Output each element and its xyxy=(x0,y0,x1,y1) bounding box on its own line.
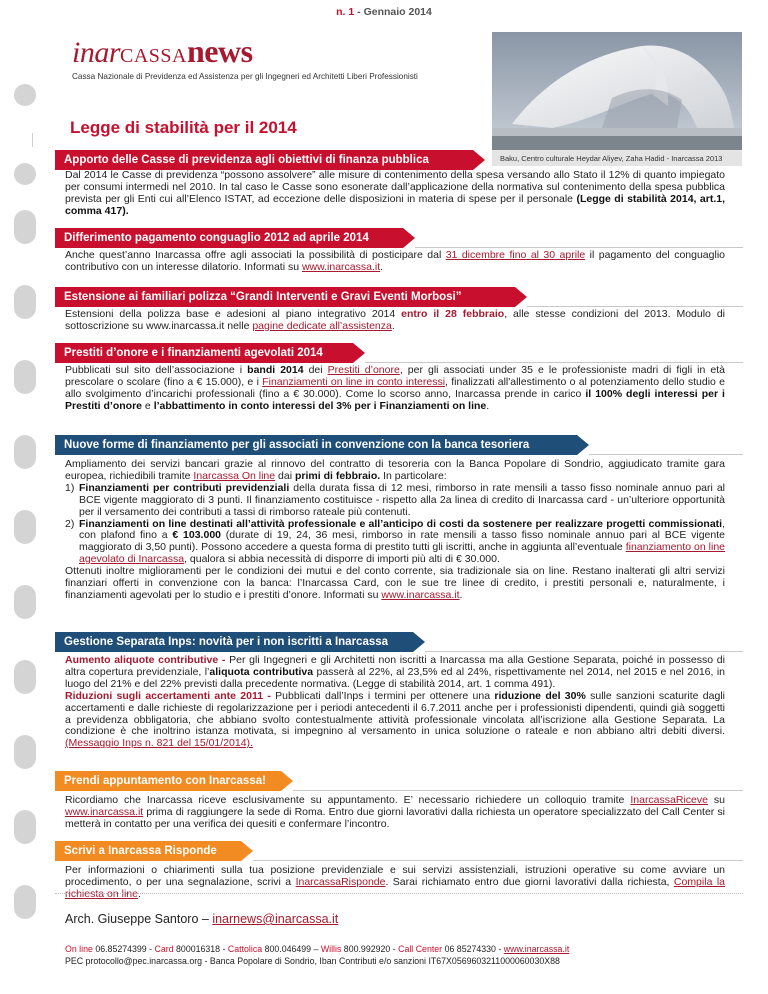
link-inarcassa-risponde[interactable]: InarcassaRisponde xyxy=(295,875,386,888)
binder-hole xyxy=(14,810,36,844)
footer-site-link[interactable]: www.inarcassa.it xyxy=(503,944,570,954)
link-inarcassa-site[interactable]: www.inarcassa.it xyxy=(301,260,381,273)
link-prestiti-onore[interactable]: Prestiti d’onore xyxy=(327,364,400,376)
section-heading-appuntamento: Prendi appuntamento con Inarcassa! xyxy=(55,771,281,791)
binder-hole xyxy=(14,585,36,619)
binder-hole xyxy=(14,435,36,469)
organization-subtitle: Cassa Nazionale di Previdenza ed Assistenza per gli Ingegneri ed Architetti Liberi Professionisti xyxy=(72,72,418,81)
section-text-gestione-separata: Aumento aliquote contributive - Per gli Ingegneri e gli Architetti non iscritti a Inarcassa ma alla Gestione Separata, poiché in possesso di altra copertura previdenziale, l’aliquota contributiva passerà al 22%, al 23,5% ed al 24%, rispettivamente nel 2014, nel 2015 e nel 2016, in luogo del 21% e del 22% previsti dalla precedente normativa. (Legge di stabilità 2014, art. 1 comma 491). Riduzioni sugli accertamenti ante 2011 - Pubblicati dall’Inps i termini per ottenere una riduzione del 30% sulle sanzioni scaturite dagli accertamenti e dalle richieste di regolarizzazione per i periodi antecedenti il 6.7.2011 anche per i professionisti dipendenti, quindi già soggetti a previdenza obbligatoria, che abbiano svolto contestualmente attività professionale vincolata all’iscrizione alla Gestione Separata. La condizione è che inoltrino istanza motivata, si impegnino al versamento in unica soluzione o rateale e non abbiano altri debiti diversi. (Messaggio Inps n. 821 del 15/01/2014). xyxy=(65,654,725,750)
section-rule xyxy=(293,790,743,791)
section-rule xyxy=(425,651,743,652)
binder-hole xyxy=(14,163,36,185)
link-finanziamenti-online[interactable]: Finanziamenti on line in conto interessi xyxy=(262,375,446,388)
list-item: 1) Finanziamenti per contributi previdenziali della durata fissa di 12 mesi, rimborso in rate mensili a tasso fisso nominale annuo pari al BCE vigente maggiorato di 3 punti. Il finanziamento costituisce - rispetto alla 2a linea di credito di Inarcassa card - un’ulteriore opportunità per il versamento dei contributi a tassi di rimborso rateale più contenuti. xyxy=(65,481,725,518)
section-text-appuntamento: Ricordiamo che Inarcassa riceve esclusivamente su appuntamento. E’ necessario richiedere un colloquio tramite InarcassaRiceve su www.inarcassa.it prima di raggiungere la sede di Roma. Entro due giorni lavorativi dalla richiesta un operatore specializzato del Call Center si metterà in contatto per una verifica dei quesiti e confermare l’incontro. xyxy=(65,794,725,830)
link-finanziamento-agevolato[interactable]: finanziamento on line agevolato di Inarcassa xyxy=(79,541,725,566)
section-heading-conguaglio: Differimento pagamento conguaglio 2012 ad aprile 2014 xyxy=(55,228,403,248)
section-rule xyxy=(415,247,743,248)
binder-hole xyxy=(14,660,36,694)
issue-date: - Gennaio 2014 xyxy=(354,6,432,18)
link-inarcassa-riceve[interactable]: InarcassaRiceve xyxy=(630,794,708,806)
binder-hole xyxy=(14,360,36,394)
footer-contacts: On line 06.85274399 - Card 800016318 - Cattolica 800.046499 – Willis 800.992920 - Call Center 06 85274330 - www.inarcassa.it xyxy=(65,944,570,954)
binder-line xyxy=(32,133,33,147)
link-inarcassa-site[interactable]: www.inarcassa.it xyxy=(381,588,460,601)
issue-line xyxy=(0,6,768,18)
link-inarcassa-online[interactable]: Inarcassa On line xyxy=(193,469,276,482)
section-heading-risponde: Scrivi a Inarcassa Risponde xyxy=(55,841,241,861)
section-text-finanza: Dal 2014 le Casse di previdenza “possono assolvere” alle misure di contenimento della spesa versando allo Stato il 12% di quanto impiegato per consumi intermedi nel 2010. In tal caso le Casse sono esonerate dall’applicazione della normativa sul contenimento della spesa pubblica prevista per gli Enti cui all’Elenco ISTAT, ad eccezione delle disposizioni in materia di spese per il personale (Legge di stabilità 2014, art.1, comma 417). xyxy=(65,169,725,217)
binder-hole xyxy=(14,210,36,244)
section-text-conguaglio: Anche quest’anno Inarcassa offre agli associati la possibilità di posticipare dal 31 dicembre fino al 30 aprile il pagamento del conguaglio contributivo con un interesse dilatorio. Informati su www.inarcassa.it. xyxy=(65,249,725,273)
section-rule xyxy=(589,454,743,455)
section-text-risponde: Per informazioni o chiarimenti sulla tua posizione previdenziale e sui servizi assistenziali, istruzioni operative su come avviare un procedimento, o per una segnalazione, scrivi a InarcassaRisponde. Sarai richiamato entro due giorni lavorativi dalla richiesta, Compila la richiesta on line. xyxy=(65,864,725,900)
list-item: 2) Finanziamenti on line destinati all’attività professionale e all’anticipo di costi da sostenere per realizzare progetti commissionati, con plafond fino a € 103.000 (durate di 19, 24, 36 mesi, rimborso in rate mensili a tasso fisso nominale annuo pari al BCE vigente maggiorato di 3,50 punti). Possono accedere a questa forma di prestito tutti gli iscritti, anche in aggiunta all’eventuale finanziamento on line agevolato di Inarcassa, qualora si abbia necessità di disporre di importi più alti di € 30.000. xyxy=(65,517,725,566)
link-messaggio-inps[interactable]: (Messaggio Inps n. 821 del 15/01/2014). xyxy=(65,737,253,750)
section-rule xyxy=(527,306,743,307)
signature: Arch. Giuseppe Santoro – inarnews@inarcassa.it xyxy=(65,912,339,926)
section-heading-polizza: Estensione ai familiari polizza “Grandi Interventi e Gravi Eventi Morbosi” xyxy=(55,287,515,307)
cover-photo xyxy=(492,32,742,150)
binder-hole xyxy=(14,735,36,769)
section-text-convenzione: Ampliamento dei servizi bancari grazie al rinnovo del contratto di tesoreria con la Banca Popolare di Sondrio, aggiudicato tramite gara europea, richiedibili tramite Inarcassa On line dai primi di febbraio. In particolare: 1) Finanziamenti per contributi previdenziali della durata fissa di 12 mesi, rimborso in rate mensili a tasso fisso nominale annuo pari al BCE vigente maggiorato di 3 punti. Il finanziamento costituisce - rispetto alla 2a linea di credito di Inarcassa card - un’ulteriore opportunità per il versamento dei contributi a tassi di rimborso rateale più contenuti. 2) Finanziamenti on line destinati all’attività professionale e all’anticipo di costi da sostenere per realizzare progetti commissionati, con plafond fino a € 103.000 (durate di 19, 24, 36 mesi, rimborso in rate mensili a tasso fisso nominale annuo pari al BCE vigente maggiorato di 3,50 punti). Possono accedere a questa forma di prestito tutti gli iscritti, anche in aggiunta all’eventuale finanziamento on line agevolato di Inarcassa, qualora si abbia necessità di disporre di importi più alti di € 30.000. Ottenuti inoltre miglioramenti per le condizioni dei mutui e del conto corrente, sia tradizionale sia on line. Restano inalterati gli altri servizi finanziari offerti in convenzione con la banca: l’Inarcassa Card, con le sue tre linee di credito, i prestiti personali e, naturalmente, i finanziamenti agevolati per lo studio e i prestiti d’onore. Informati su www.inarcassa.it. xyxy=(65,458,725,601)
footer-bank-info: PEC protocollo@pec.inarcassa.org - Banca Popolare di Sondrio, Iban Contributi e/o sanzioni IT67X0569603211000060030X88 xyxy=(65,956,560,966)
section-heading-finanza: Apporto delle Casse di previdenza agli obiettivi di finanza pubblica xyxy=(55,150,473,170)
section-heading-prestiti: Prestiti d’onore e i finanziamenti agevolati 2014 xyxy=(55,343,353,363)
link-assistenza[interactable]: pagine dedicate all’assistenza xyxy=(252,319,392,332)
link-compila-richiesta[interactable]: Compila la richiesta on line xyxy=(65,875,725,900)
financing-list xyxy=(65,483,725,566)
section-heading-gestione-separata: Gestione Separata Inps: novità per i non iscritti a Inarcassa xyxy=(55,632,413,652)
page-title: Legge di stabilità per il 2014 xyxy=(70,118,297,137)
binder-hole xyxy=(14,885,36,919)
section-heading-convenzione: Nuove forme di finanziamento per gli associati in convenzione con la banca tesoriera xyxy=(55,435,577,455)
issue-number: n. 1 xyxy=(336,6,355,18)
link-scadenza[interactable]: 31 dicembre fino al 30 aprile xyxy=(445,249,586,261)
photo-caption: Baku, Centro culturale Heydar Aliyev, Zaha Hadid - Inarcassa 2013 xyxy=(492,150,742,166)
newsletter-logo: inarCASSAnews xyxy=(72,33,253,69)
section-rule xyxy=(365,362,743,363)
email-link[interactable]: inarnews@inarcassa.it xyxy=(212,912,339,926)
link-inarcassa-site[interactable]: www.inarcassa.it xyxy=(65,805,144,818)
section-rule xyxy=(253,860,743,861)
section-text-polizza: Estensioni della polizza base e adesioni al piano integrativo 2014 entro il 28 febbraio, alle stesse condizioni del 2013. Modulo di sottoscrizione su www.inarcassa.it nelle pagine dedicate all’assistenza. xyxy=(65,308,726,332)
binder-hole xyxy=(14,510,36,544)
footer-divider xyxy=(55,893,743,894)
binder-hole xyxy=(14,285,36,319)
binder-hole xyxy=(14,84,36,106)
section-text-prestiti: Pubblicati sul sito dell’associazione i bandi 2014 dei Prestiti d’onore, per gli associati under 35 e le professioniste madri di figli in età prescolare o scolare (fino a € 15.000), e i Finanziamenti on line in conto interessi, finalizzati all'allestimento o al potenziamento dello studio e allo svolgimento d’incarichi professionali (fino a € 30.000). Come lo scorso anno, Inarcassa prende in carico il 100% degli interessi per i Prestiti d’onore e l’abbattimento in conto interessi del 3% per i Finanziamenti on line. xyxy=(65,364,725,412)
